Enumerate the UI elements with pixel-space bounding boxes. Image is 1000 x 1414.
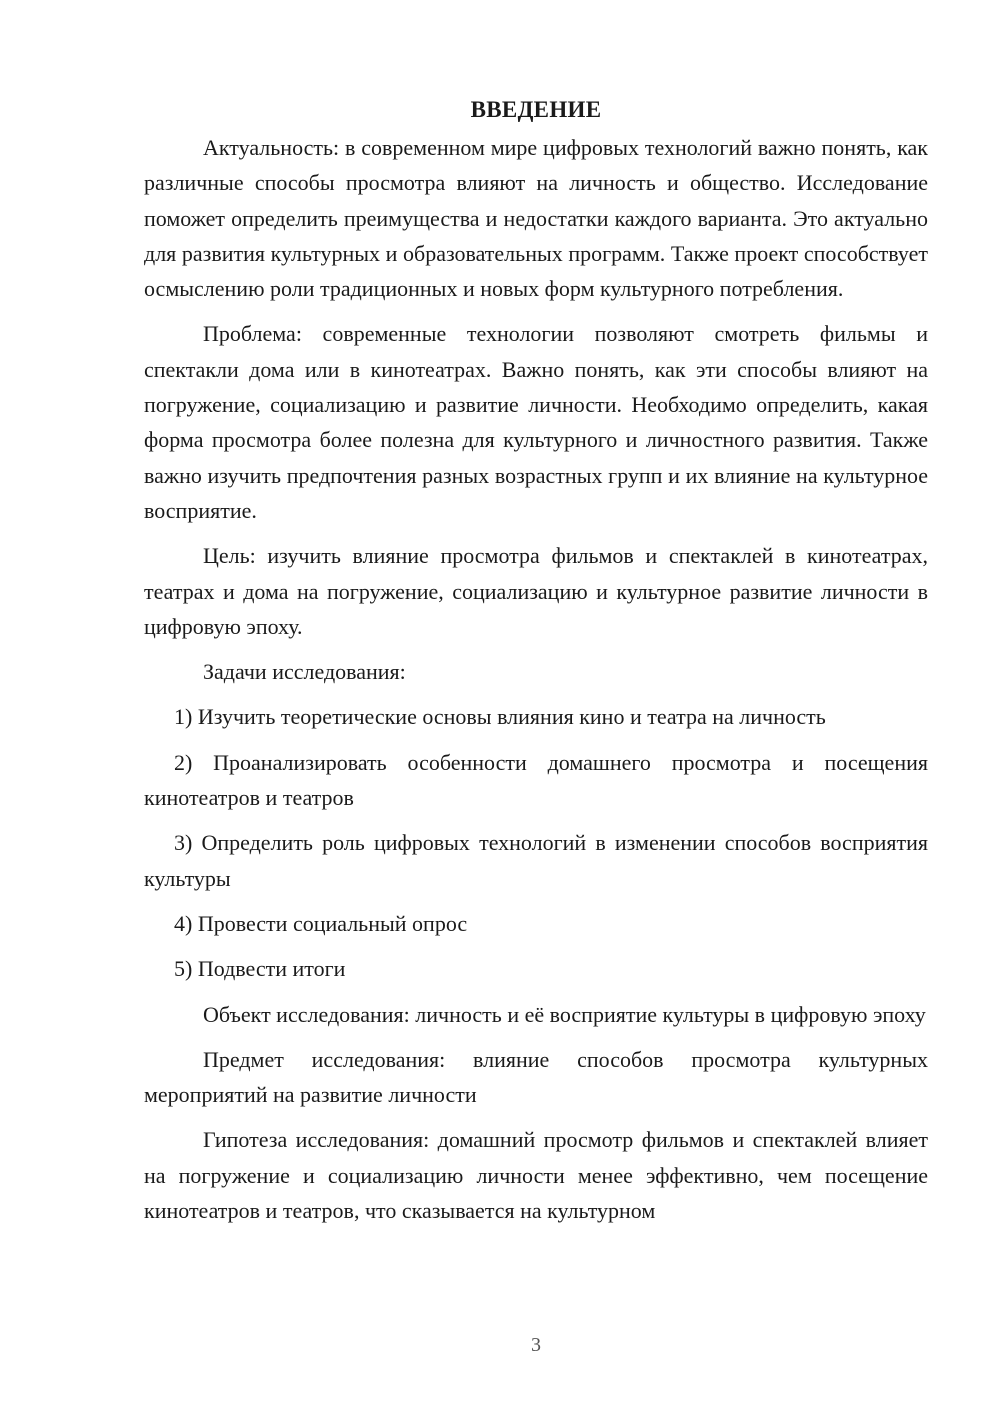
task-item: 5) Подвести итоги [174, 956, 346, 982]
hypothesis-paragraph: Гипотеза исследования: домашний просмотр фильмов и спектаклей влияет на погружение и социализацию личности менее эффективно, чем посещение кинотеатров и театров, что сказывается на культурном [144, 1127, 928, 1224]
object-paragraph: Объект исследования: личность и её восприятие культуры в цифровую эпоху [203, 1001, 926, 1027]
subject-paragraph: Предмет исследования: влияние способов просмотра культурных мероприятий на развитие личности [144, 1046, 928, 1108]
page-number: 3 [531, 1334, 541, 1356]
task-item: 4) Провести социальный опрос [174, 910, 468, 936]
problem-paragraph: Проблема: современные технологии позволяют смотреть фильмы и спектакли дома или в кинотеатрах. Важно понять, как эти способы влияют на погружение, социализацию и развитие личности. Необходимо определить, какая форма просмотра более полезна для культурного и личностного развития. Также важно изучить предпочтения разных возрастных групп и их влияние на культурное восприятие. [144, 321, 928, 523]
page-title: ВВЕДЕНИЕ [470, 97, 602, 122]
task-item: 1) Изучить теоретические основы влияния кино и театра на личность [174, 704, 826, 730]
task-item: 2) Проанализировать особенности домашнего просмотра и посещения кинотеатров и театров [144, 749, 928, 811]
tasks-heading: Задачи исследования: [203, 659, 406, 685]
document-page [144, 92, 928, 1238]
relevance-paragraph: Актуальность: в современном мире цифровых технологий важно понять, как различные способы просмотра влияют на личность и общество. Исследование поможет определить преимущества и недостатки каждого варианта. Это актуально для развития культурных и образовательных программ. Также проект способствует осмыслению роли традиционных и новых форм культурного потребления. [144, 135, 928, 302]
task-item: 3) Определить роль цифровых технологий в изменении способов восприятия культуры [144, 830, 928, 891]
goal-paragraph: Цель: изучить влияние просмотра фильмов и спектаклей в кинотеатрах, театрах и дома на погружение, социализацию и культурное развитие личности в цифровую эпоху. [144, 543, 928, 639]
